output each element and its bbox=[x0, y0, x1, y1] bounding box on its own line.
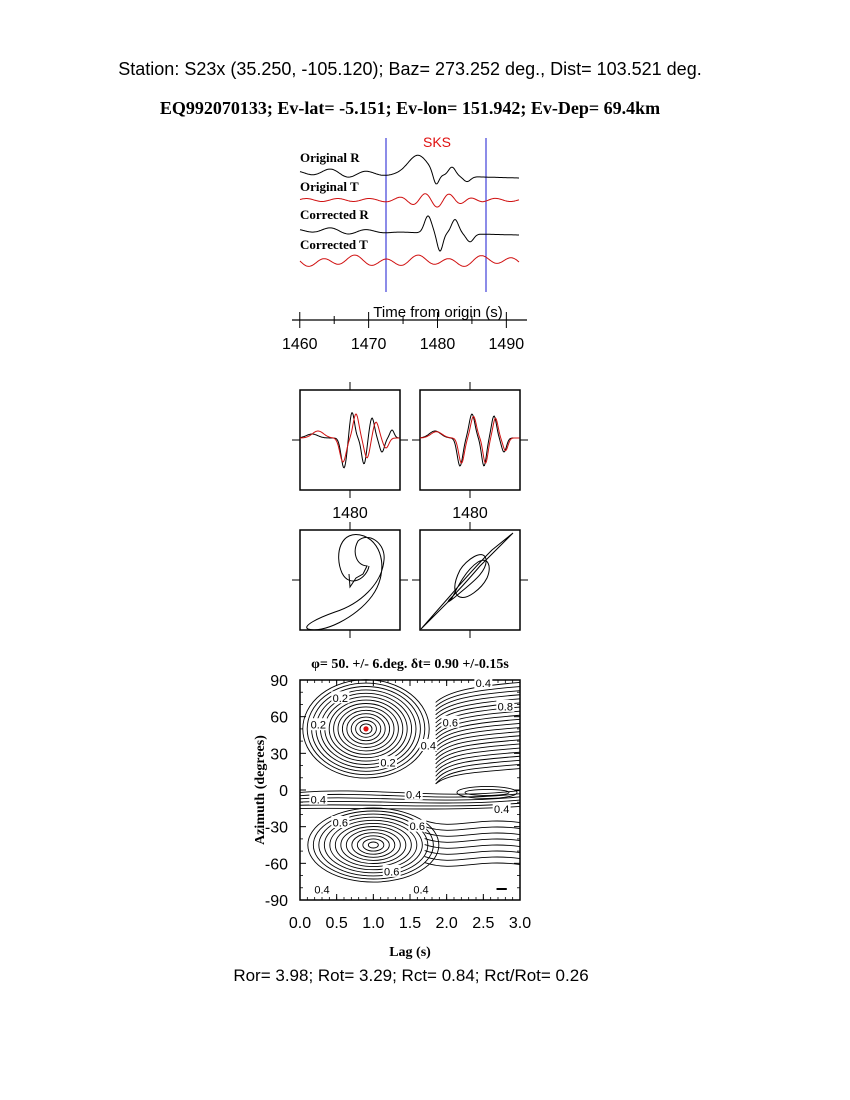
misfit-contour-secondary bbox=[341, 827, 406, 864]
misfit-contour-panel bbox=[253, 657, 531, 960]
time-axis-label: Time from origin (s) bbox=[373, 304, 503, 321]
comparison-xtick-after: 1480 bbox=[452, 505, 488, 522]
misfit-xtick-label: 2.5 bbox=[472, 915, 495, 932]
comparison-box-ticks bbox=[292, 382, 528, 498]
misfit-y-label: Azimuth (degrees) bbox=[253, 735, 268, 845]
time-axis-tick-label: 1470 bbox=[350, 336, 387, 353]
particle-motion-before-loop bbox=[307, 535, 384, 630]
time-axis-tick-label: 1460 bbox=[281, 336, 318, 353]
misfit-ytick-label: 0 bbox=[279, 783, 288, 800]
misfit-ytick-label: -30 bbox=[264, 819, 288, 837]
misfit-contour-lower-right bbox=[425, 833, 520, 837]
trace-label-corrected-r: Corrected R bbox=[300, 207, 369, 222]
misfit-contour-label: 0.4 bbox=[420, 740, 436, 753]
misfit-ytick-label: -90 bbox=[264, 893, 288, 910]
misfit-contour-label: 0.4 bbox=[314, 884, 330, 897]
misfit-contour-lower-right bbox=[425, 857, 520, 861]
misfit-contour-label: 0.6 bbox=[384, 866, 400, 879]
time-axis-tick-label: 1480 bbox=[419, 336, 456, 353]
misfit-contour-label: 0.6 bbox=[409, 821, 425, 834]
misfit-contour-label: 0.4 bbox=[406, 789, 422, 802]
misfit-contour-lower-right bbox=[425, 821, 520, 825]
misfit-contour-label: 0.6 bbox=[332, 817, 348, 830]
station-header: Station: S23x (35.250, -105.120); Baz= 273.252 deg., Dist= 103.521 deg. bbox=[118, 59, 702, 79]
misfit-xtick-label: 0.0 bbox=[288, 915, 312, 932]
ratios-footer: Ror= 3.98; Rot= 3.29; Rct= 0.84; Rct/Rot= 0.26 bbox=[233, 966, 589, 985]
best-fit-marker bbox=[363, 726, 368, 731]
event-header: EQ992070133; Ev-lat= -5.151; Ev-lon= 151.942; Ev-Dep= 69.4km bbox=[159, 98, 661, 118]
particle-motion-after-loop bbox=[421, 533, 513, 629]
misfit-ytick-label: 30 bbox=[270, 746, 288, 764]
misfit-contour-band bbox=[300, 803, 520, 806]
phase-label: SKS bbox=[422, 134, 452, 150]
misfit-contour-secondary bbox=[363, 839, 384, 851]
misfit-contour-label: 0.2 bbox=[332, 692, 348, 705]
comparison-box-after bbox=[420, 390, 520, 490]
misfit-contour-label: 0.4 bbox=[475, 678, 491, 691]
misfit-contour-band bbox=[300, 806, 520, 809]
misfit-contour-label: 0.2 bbox=[380, 757, 396, 770]
misfit-title: φ= 50. +/- 6.deg. δt= 0.90 +/-0.15s bbox=[311, 657, 509, 672]
misfit-contour-label: 0.2 bbox=[310, 719, 326, 732]
misfit-ytick-label: 60 bbox=[270, 709, 288, 727]
misfit-contour-lower-right bbox=[425, 827, 520, 831]
waveform-panel bbox=[282, 134, 527, 353]
trace-label-original-t: Original T bbox=[300, 179, 359, 194]
misfit-contour-secondary bbox=[346, 830, 400, 861]
particle-motion-box-before bbox=[300, 530, 400, 630]
misfit-ytick-label: 90 bbox=[270, 673, 288, 690]
misfit-contour-label: 0.4 bbox=[310, 794, 326, 807]
comparison-after-trace-fast bbox=[420, 414, 519, 466]
comparison-xtick-before: 1480 bbox=[332, 505, 368, 522]
misfit-xtick-label: 1.5 bbox=[398, 915, 422, 932]
misfit-contour-secondary bbox=[352, 833, 395, 858]
misfit-contour-label: 0.8 bbox=[497, 701, 513, 714]
particle-motion-ticks bbox=[292, 522, 528, 638]
misfit-contour-lower-right bbox=[425, 863, 520, 867]
misfit-contour-label: 0.4 bbox=[494, 804, 510, 817]
misfit-xtick-label: 1.0 bbox=[362, 915, 385, 932]
misfit-xtick-label: 0.5 bbox=[325, 915, 348, 932]
misfit-contour-lower-right bbox=[425, 851, 520, 855]
comparison-after-trace-slow bbox=[420, 417, 519, 464]
misfit-x-label: Lag (s) bbox=[389, 945, 431, 960]
particle-motion-panel bbox=[292, 522, 528, 638]
misfit-contour-label: 0.4 bbox=[413, 884, 429, 897]
misfit-contour-lower-right bbox=[425, 839, 520, 843]
trace-label-corrected-t: Corrected T bbox=[300, 237, 368, 252]
misfit-contour-secondary bbox=[308, 808, 439, 882]
misfit-xtick-label: 3.0 bbox=[508, 915, 532, 932]
misfit-contour-secondary bbox=[368, 842, 378, 848]
time-axis-tick-label: 1490 bbox=[488, 336, 525, 353]
comparison-box-before bbox=[300, 390, 400, 490]
misfit-ytick-label: -60 bbox=[264, 856, 288, 874]
trace-label-original-r: Original R bbox=[300, 150, 360, 165]
misfit-contour-label: 0.6 bbox=[442, 717, 458, 730]
misfit-contour-lines bbox=[300, 680, 520, 889]
misfit-xtick-label: 2.0 bbox=[435, 915, 458, 932]
waveform-comparison-panel bbox=[292, 382, 528, 522]
